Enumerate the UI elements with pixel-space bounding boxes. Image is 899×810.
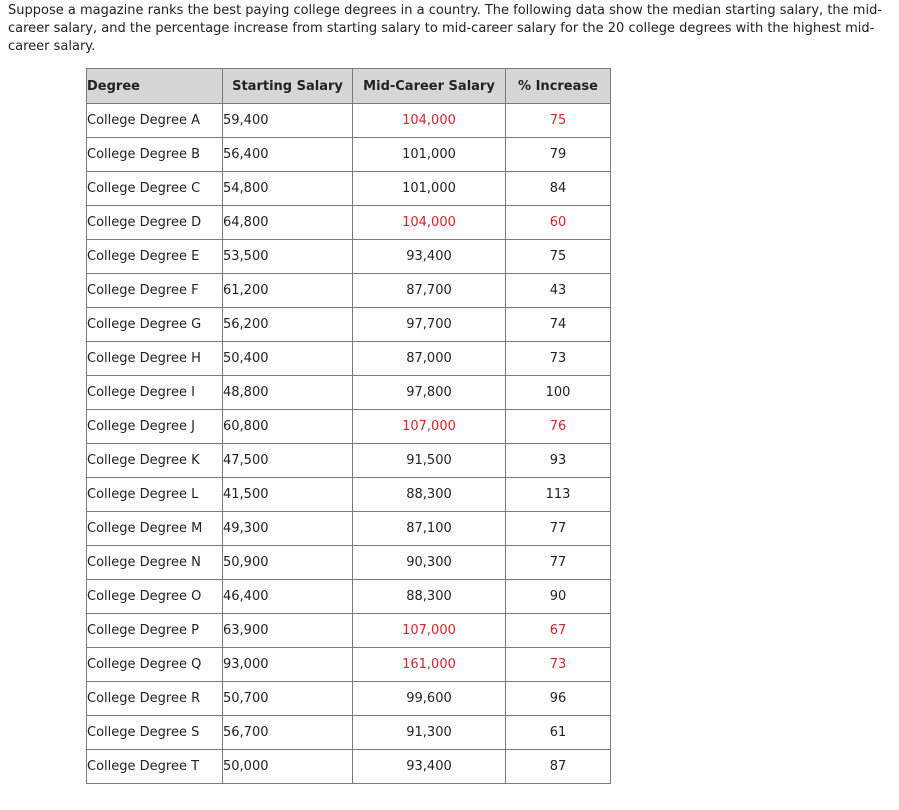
table-row	[87, 138, 611, 172]
cell-starting-salary: 93,000	[223, 648, 353, 682]
table-row	[87, 546, 611, 580]
table-row	[87, 240, 611, 274]
table-row	[87, 682, 611, 716]
cell-mid-career-salary: 101,000	[353, 138, 506, 172]
cell-starting-salary: 50,000	[223, 750, 353, 784]
cell-starting-salary: 54,800	[223, 172, 353, 206]
cell-starting-salary: 47,500	[223, 444, 353, 478]
cell-percent-increase: 84	[506, 172, 611, 206]
cell-percent-increase: 67	[506, 614, 611, 648]
cell-mid-career-salary: 97,700	[353, 308, 506, 342]
cell-percent-increase: 77	[506, 512, 611, 546]
cell-starting-salary: 59,400	[223, 104, 353, 138]
cell-degree: College Degree S	[87, 716, 223, 750]
cell-starting-salary: 63,900	[223, 614, 353, 648]
cell-mid-career-salary: 107,000	[353, 614, 506, 648]
cell-percent-increase: 75	[506, 104, 611, 138]
cell-percent-increase: 60	[506, 206, 611, 240]
cell-percent-increase: 76	[506, 410, 611, 444]
cell-starting-salary: 50,400	[223, 342, 353, 376]
header-starting-salary: Starting Salary	[223, 69, 353, 104]
table-row	[87, 512, 611, 546]
header-mid-career-salary: Mid-Career Salary	[353, 69, 506, 104]
cell-mid-career-salary: 161,000	[353, 648, 506, 682]
cell-mid-career-salary: 101,000	[353, 172, 506, 206]
cell-starting-salary: 50,900	[223, 546, 353, 580]
cell-degree: College Degree H	[87, 342, 223, 376]
cell-mid-career-salary: 87,700	[353, 274, 506, 308]
cell-percent-increase: 79	[506, 138, 611, 172]
cell-mid-career-salary: 90,300	[353, 546, 506, 580]
cell-mid-career-salary: 87,000	[353, 342, 506, 376]
cell-degree: College Degree O	[87, 580, 223, 614]
cell-degree: College Degree C	[87, 172, 223, 206]
cell-percent-increase: 43	[506, 274, 611, 308]
intro-paragraph: Suppose a magazine ranks the best paying college degrees in a country. The following data show the median starting salary, the mid-career salary, and the percentage increase from starting salary to mid-career salary for the 20 college degrees with the highest mid-career salary.	[8, 3, 883, 54]
cell-percent-increase: 93	[506, 444, 611, 478]
cell-mid-career-salary: 104,000	[353, 104, 506, 138]
cell-starting-salary: 48,800	[223, 376, 353, 410]
cell-mid-career-salary: 107,000	[353, 410, 506, 444]
cell-degree: College Degree J	[87, 410, 223, 444]
table-row	[87, 342, 611, 376]
cell-starting-salary: 50,700	[223, 682, 353, 716]
table-header-row	[87, 69, 611, 104]
header-degree: Degree	[87, 69, 223, 104]
cell-degree: College Degree I	[87, 376, 223, 410]
cell-starting-salary: 60,800	[223, 410, 353, 444]
header-percent-increase: % Increase	[506, 69, 611, 104]
table-body	[87, 104, 611, 784]
cell-starting-salary: 64,800	[223, 206, 353, 240]
cell-percent-increase: 73	[506, 342, 611, 376]
cell-degree: College Degree P	[87, 614, 223, 648]
cell-percent-increase: 61	[506, 716, 611, 750]
cell-starting-salary: 53,500	[223, 240, 353, 274]
table-row	[87, 444, 611, 478]
cell-percent-increase: 75	[506, 240, 611, 274]
cell-degree: College Degree R	[87, 682, 223, 716]
cell-degree: College Degree Q	[87, 648, 223, 682]
cell-degree: College Degree G	[87, 308, 223, 342]
table-row	[87, 614, 611, 648]
cell-mid-career-salary: 87,100	[353, 512, 506, 546]
cell-degree: College Degree E	[87, 240, 223, 274]
cell-degree: College Degree N	[87, 546, 223, 580]
cell-percent-increase: 73	[506, 648, 611, 682]
cell-mid-career-salary: 93,400	[353, 750, 506, 784]
salary-table	[86, 68, 611, 784]
table-row	[87, 206, 611, 240]
table-row	[87, 648, 611, 682]
table-row	[87, 580, 611, 614]
table-row	[87, 410, 611, 444]
cell-degree: College Degree D	[87, 206, 223, 240]
cell-starting-salary: 41,500	[223, 478, 353, 512]
table-row	[87, 172, 611, 206]
cell-starting-salary: 61,200	[223, 274, 353, 308]
table-row	[87, 750, 611, 784]
cell-degree: College Degree A	[87, 104, 223, 138]
cell-starting-salary: 46,400	[223, 580, 353, 614]
cell-percent-increase: 96	[506, 682, 611, 716]
cell-mid-career-salary: 99,600	[353, 682, 506, 716]
cell-starting-salary: 56,700	[223, 716, 353, 750]
cell-mid-career-salary: 91,300	[353, 716, 506, 750]
cell-mid-career-salary: 91,500	[353, 444, 506, 478]
table-row	[87, 716, 611, 750]
cell-percent-increase: 74	[506, 308, 611, 342]
table-row	[87, 308, 611, 342]
table-row	[87, 478, 611, 512]
cell-degree: College Degree M	[87, 512, 223, 546]
cell-mid-career-salary: 88,300	[353, 580, 506, 614]
cell-starting-salary: 56,200	[223, 308, 353, 342]
cell-percent-increase: 87	[506, 750, 611, 784]
cell-mid-career-salary: 97,800	[353, 376, 506, 410]
cell-percent-increase: 113	[506, 478, 611, 512]
cell-mid-career-salary: 93,400	[353, 240, 506, 274]
cell-percent-increase: 90	[506, 580, 611, 614]
cell-starting-salary: 56,400	[223, 138, 353, 172]
cell-percent-increase: 77	[506, 546, 611, 580]
cell-degree: College Degree T	[87, 750, 223, 784]
table-row	[87, 104, 611, 138]
table-row	[87, 274, 611, 308]
table-row	[87, 376, 611, 410]
cell-starting-salary: 49,300	[223, 512, 353, 546]
cell-mid-career-salary: 88,300	[353, 478, 506, 512]
cell-degree: College Degree F	[87, 274, 223, 308]
cell-degree: College Degree L	[87, 478, 223, 512]
cell-mid-career-salary: 104,000	[353, 206, 506, 240]
cell-percent-increase: 100	[506, 376, 611, 410]
cell-degree: College Degree B	[87, 138, 223, 172]
cell-degree: College Degree K	[87, 444, 223, 478]
